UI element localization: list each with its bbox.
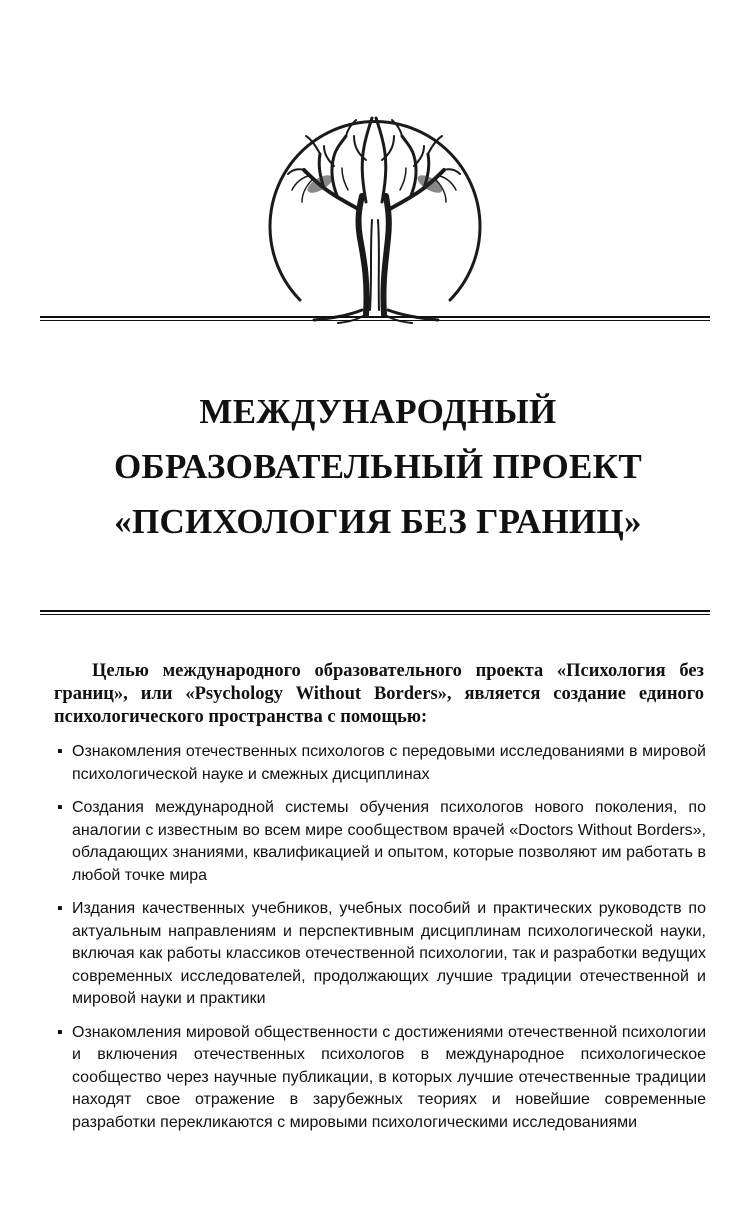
title-line-1: МЕЖДУНАРОДНЫЙ xyxy=(199,392,557,431)
bullet-icon: ▪ xyxy=(57,900,63,917)
list-item-text: Создания международной системы обучения психологов нового поколения, по аналогии с известным во всем мире сообществом врачей «Doctors Without Borders», обладающих знаниями, квалификацией и опытом, которые позволяют им работать в любой точке мира xyxy=(72,799,706,884)
title-line-3: «ПСИХОЛОГИЯ БЕЗ ГРАНИЦ» xyxy=(114,502,642,541)
list-item xyxy=(56,741,706,786)
list-item-text: Ознакомления мировой общественности с достижениями отечественной психологии и включения отечественных психологов в международное психологическое сообщество через научные публикации, в которых лучшие отечественные традиции находят свое отражение в зарубежных теориях и новейшие современные разработки перекликаются с мировыми психологическими исследованиями xyxy=(72,1023,706,1131)
intro-paragraph: Целью международного образовательного проекта «Психология без границ», или «Psychology Without Borders», является создание единого психологического пространства с помощью: xyxy=(54,661,704,727)
list-item-text: Ознакомления отечественных психологов с передовыми исследованиями в мировой психологической науке и смежных дисциплинах xyxy=(72,743,706,783)
list-item xyxy=(56,797,706,887)
bottom-rule xyxy=(40,610,710,615)
page-title xyxy=(40,384,716,549)
tree-logo xyxy=(262,110,488,324)
title-line-2: ОБРАЗОВАТЕЛЬНЫЙ ПРОЕКТ xyxy=(113,447,642,486)
list-item xyxy=(56,898,706,1011)
list-item xyxy=(56,1022,706,1135)
bullet-icon: ▪ xyxy=(57,743,63,760)
bullet-icon: ▪ xyxy=(57,1023,63,1041)
list-item-text: Издания качественных учебников, учебных пособий и практических руководств по актуальным направлениям и перспективным дисциплинам психологической науки, включая как работы классиков отечественной психологии, так и разработки ведущих современных исследователей, продолжающих лучшие традиции отечественной и мировой науки и практики xyxy=(72,900,706,1007)
bullet-icon: ▪ xyxy=(57,799,63,816)
goals-list xyxy=(56,741,706,1145)
top-rule xyxy=(40,316,710,321)
